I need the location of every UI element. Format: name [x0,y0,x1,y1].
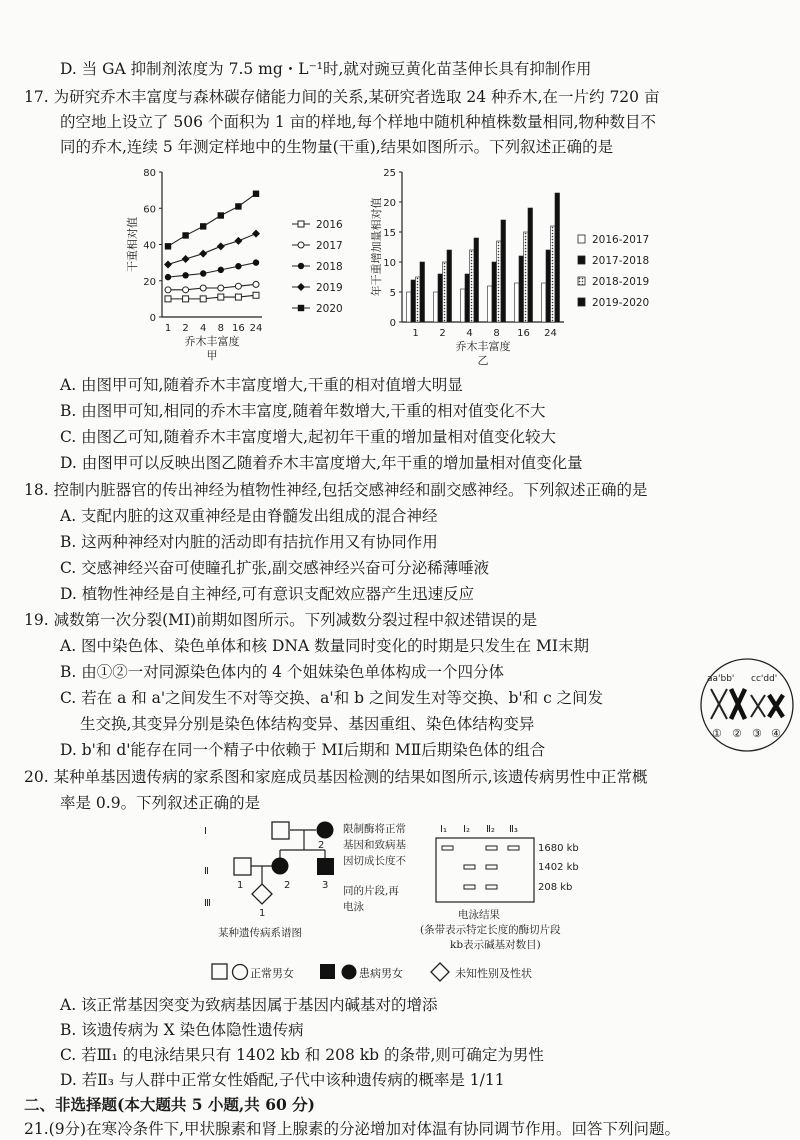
chromosome-1 [711,689,727,719]
data-point [164,260,172,268]
y-tick-label: 5 [389,288,396,299]
legend-label: 2016-2017 [592,234,650,246]
legend-label: 2019-2020 [592,297,650,309]
y-tick-label: 80 [143,168,156,179]
data-point [234,237,242,245]
legend-label: 2016 [316,219,343,231]
data-point [235,283,241,289]
bar-2016-2017-4 [461,289,466,322]
chromosome-number-1: ① [712,727,722,740]
data-point [200,223,206,229]
legend-label: 2017-2018 [592,255,650,267]
bar-2018-2019-2 [443,262,448,322]
data-point [217,242,225,250]
x-tick-label: 2 [439,328,446,339]
svg-text:基因和致病基: 基因和致病基 [343,839,406,851]
legend-label: 2018 [316,261,343,273]
member-II2 [272,858,289,875]
q20-stem-line-2: 率是 0.9。下列叙述正确的是 [60,794,261,812]
chart-yi [368,160,698,375]
series-line-2018 [168,263,256,278]
svg-text:电泳: 电泳 [343,901,364,913]
bar-2017-2018-1 [411,280,416,322]
svg-text:同的片段,再: 同的片段,再 [343,885,399,897]
y-tick-label: 10 [383,258,396,269]
gel-size-1402: 1402 kb [538,862,579,873]
chart-jia [120,160,370,375]
legend-unknown-label: 未知性别及性状 [455,967,532,980]
legend-swatch-2017-2018 [578,256,585,264]
data-point [165,274,171,280]
member-I1 [272,822,289,839]
x-tick-label: 24 [544,328,557,339]
member-num-II2: 2 [284,880,291,891]
data-point [165,287,171,293]
legend-swatch-2018-2019 [578,277,585,285]
y-tick-label: 0 [149,313,156,324]
q20-option-b: B. 该遗传病为 X 染色体隐性遗传病 [60,1021,304,1039]
q17-option-c: C. 由图乙可知,随着乔木丰富度增大,起初年干重的增加量相对值变化较大 [60,428,557,446]
gel-caption-2: (条带表示特定长度的酶切片段 [420,924,561,936]
data-point [200,270,206,276]
q18-option-b: B. 这两种神经对内脏的活动即有拮抗作用又有协同作用 [60,533,438,551]
data-point [253,281,259,287]
x-axis-label: 乔木丰富度 [184,335,240,348]
bar-2019-2020-16 [528,208,533,322]
member-III1 [252,884,272,904]
data-point [253,292,259,298]
q17-option-b: B. 由图甲可知,相同的乔木丰富度,随着年数增大,干重的相对值变化不大 [60,402,546,420]
bar-2017-2018-16 [519,256,524,322]
chromosome-3 [751,695,765,717]
legend-affected-male [320,964,335,979]
q21-partial: 21.(9分)在寒冷条件下,甲状腺素和肾上腺素的分泌增加对体温有协同调节作用。回答下列问题。 [24,1120,681,1138]
legend-label: 2017 [316,240,343,252]
legend-label: 2019 [316,282,343,294]
chromosome-label-right: cc'dd' [751,674,778,684]
q16-option-d: D. 当 GA 抑制剂浓度为 7.5 mg・L⁻¹时,就对豌豆黄化苗茎伸长具有抑制作用 [60,60,592,78]
bar-2019-2020-4 [474,238,479,322]
q17-stem-line-1: 17. 为研究乔木丰富度与森林碳存储能力间的关系,某研究者选取 24 种乔木,在一片约 720 亩 [24,88,660,106]
data-point [182,272,188,278]
series-2020 [165,191,259,250]
bar-2018-2019-8 [497,241,502,322]
q18-option-c: C. 交感神经兴奋可使瞳孔扩张,副交感神经兴奋可分泌稀薄唾液 [60,559,490,577]
bar-2017-2018-8 [492,262,497,322]
legend-unknown-diamond [431,963,449,981]
pedigree-caption: 某种遗传病系谱图 [218,927,302,939]
data-point [183,296,189,302]
y-axis-label: 干重相对值 [126,217,139,272]
x-tick-label: 8 [493,328,500,339]
data-point [165,243,171,249]
q20-stem-line-1: 20. 某种单基因遗传病的家系图和家庭成员基因检测的结果如图所示,该遗传病男性中正常概 [24,768,648,786]
data-point [235,263,241,269]
y-tick-label: 0 [389,318,396,329]
q17-stem-line-3: 同的乔木,连续 5 年测定样地中的生物量(干重),结果如图所示。下列叙述正确的是 [60,138,614,156]
gen-label-3: Ⅲ [204,898,211,909]
legend-affected-label: 患病男女 [359,967,403,980]
gel-lane-2: Ⅰ₂ [463,824,470,835]
bar-2016-2017-2 [434,292,439,322]
series-line-2020 [168,194,256,247]
legend-normal-male [212,964,227,979]
legend-swatch-2016-2017 [578,235,585,243]
y-axis-label: 年干重增加量相对值 [370,197,383,297]
series-2018 [165,259,259,280]
bar-2018-2019-16 [524,232,529,322]
bar-2019-2020-1 [420,262,425,322]
x-tick-label: 4 [466,328,473,339]
gen-label-2: Ⅱ [204,866,209,877]
q17-option-a: A. 由图甲可知,随着乔木丰富度增大,干重的相对值增大明显 [60,376,463,394]
chromosome-2 [731,689,745,719]
x-tick-label: 1 [164,323,172,334]
bar-2017-2018-24 [546,250,551,322]
legend-affected-female [342,965,357,980]
bar-2019-2020-24 [555,193,560,322]
chromosome-number-2: ② [732,727,742,740]
q19-option-c: C. 若在 a 和 a'之间发生不对等交换、a'和 b 之间发生对等交换、b'和 c 之间发 [60,689,604,707]
data-point [218,267,224,273]
x-tick-label: 8 [217,323,224,334]
svg-text:限制酶将正常: 限制酶将正常 [343,823,406,835]
gel-lane-4: Ⅱ₃ [509,824,518,835]
legend-marker [297,283,305,291]
legend-marker [298,305,304,311]
bar-2019-2020-8 [501,220,506,322]
x-axis-label: 乔木丰富度 [455,340,511,353]
gel-caption-3: kb表示碱基对数目) [450,939,541,951]
legend-label: 2018-2019 [592,276,650,288]
series-2016 [165,292,259,302]
q19-stem: 19. 减数第一次分裂(MⅠ)前期如图所示。下列减数分裂过程中叙述错误的是 [24,611,538,629]
pedigree-chart [200,818,350,948]
member-II3 [317,858,334,875]
bar-2016-2017-1 [407,292,412,322]
gel-size-1680: 1680 kb [538,843,579,854]
q20-option-a: A. 该正常基因突变为致病基因属于基因内碱基对的增添 [60,996,438,1014]
x-tick-label: 24 [249,323,263,334]
q19-option-c-cont: 生交换,其变异分别是染色体结构变异、基因重组、染色体结构变异 [80,715,535,733]
q18-option-d: D. 植物性神经是自主神经,可有意识支配效应器产生迅速反应 [60,585,475,603]
section-2-heading: 二、非选择题(本大题共 5 小题,共 60 分) [24,1095,316,1114]
member-I2 [317,822,334,839]
chart-title: 甲 [206,349,218,362]
legend-swatch-2019-2020 [578,298,585,306]
data-point [218,285,224,291]
gel-lane-3: Ⅱ₂ [486,824,495,835]
data-point [235,294,241,300]
legend-label: 2020 [316,303,343,315]
member-num-II1: 1 [237,880,244,891]
data-point [235,203,241,209]
data-point [199,250,207,258]
bar-2016-2017-16 [515,283,520,322]
data-point [218,212,224,218]
bar-2017-2018-4 [465,274,470,322]
member-num-III1: 1 [259,908,266,919]
data-point [218,294,224,300]
y-tick-label: 25 [383,168,396,179]
bar-2018-2019-4 [470,250,475,322]
gen-label-1: Ⅰ [204,826,207,837]
chromosome-figure [697,655,797,755]
q17-stem-line-2: 的空地上设立了 506 个面积为 1 亩的样地,每个样地中随机种植株数量相同,物种数目不 [60,113,657,131]
legend-normal-female [233,965,248,980]
gel-caption-1: 电泳结果 [458,909,500,921]
series-line-2016 [168,295,256,299]
gel-figure [420,820,620,960]
member-II1 [234,858,251,875]
series-2019 [164,230,260,269]
svg-text:因切成长度不: 因切成长度不 [343,855,406,867]
series-line-2017 [168,284,256,289]
chromosome-number-3: ③ [752,727,762,740]
x-tick-label: 16 [517,328,530,339]
q18-stem: 18. 控制内脏器官的传出神经为植物性神经,包括交感神经和副交感神经。下列叙述正确的是 [24,481,648,499]
x-tick-label: 2 [182,323,189,334]
bar-2016-2017-8 [488,286,493,322]
legend-marker [298,263,304,269]
y-tick-label: 15 [383,228,396,239]
pedigree-legend [210,960,630,984]
y-tick-label: 20 [143,276,156,288]
x-tick-label: 4 [200,323,207,334]
q20-option-c: C. 若Ⅲ₁ 的电泳结果只有 1402 kb 和 208 kb 的条带,则可确定为男性 [60,1046,544,1064]
y-tick-label: 40 [143,240,156,252]
q19-option-b: B. 由①②一对同源染色体内的 4 个姐妹染色单体构成一个四分体 [60,663,504,681]
chromosome-label-left: aa'bb' [707,674,735,684]
data-point [200,296,206,302]
legend-marker [298,242,304,248]
data-point [253,259,259,265]
member-num-II3: 3 [322,880,329,891]
gel-size-208: 208 kb [538,882,573,893]
member-num-I2: 2 [318,840,325,851]
series-2017 [165,281,259,292]
q19-option-a: A. 图中染色体、染色单体和核 DNA 数量同时变化的时期是只发生在 MⅠ末期 [60,637,590,655]
y-tick-label: 20 [383,198,396,209]
q18-option-a: A. 支配内脏的这双重神经是由脊髓发出组成的混合神经 [60,507,438,525]
q19-option-d: D. b'和 d'能存在同一个精子中依赖于 MⅠ后期和 MⅡ后期染色体的组合 [60,741,546,759]
bar-2018-2019-24 [551,226,556,322]
bar-2016-2017-24 [542,283,547,322]
data-point [200,285,206,291]
bar-2018-2019-1 [416,277,421,322]
gel-lane-1: Ⅰ₁ [440,824,447,835]
y-tick-label: 60 [143,204,156,216]
chromosome-4 [769,695,783,717]
data-point [182,255,190,263]
legend-normal-label: 正常男女 [250,967,294,980]
bar-2019-2020-2 [447,250,452,322]
data-point [182,232,188,238]
chromosome-number-4: ④ [771,727,781,740]
data-point [183,287,189,293]
x-tick-label: 16 [232,323,245,334]
data-point [253,191,259,197]
bar-2017-2018-2 [438,274,443,322]
legend-marker [298,221,304,227]
chart-title: 乙 [477,354,489,367]
x-tick-label: 1 [412,328,419,339]
data-point [165,296,171,302]
data-point [252,230,260,238]
q17-option-d: D. 由图甲可以反映出图乙随着乔木丰富度增大,年干重的增加量相对值变化量 [60,454,583,472]
q20-option-d: D. 若Ⅱ₃ 与人群中正常女性婚配,子代中该种遗传病的概率是 1/11 [60,1071,505,1089]
